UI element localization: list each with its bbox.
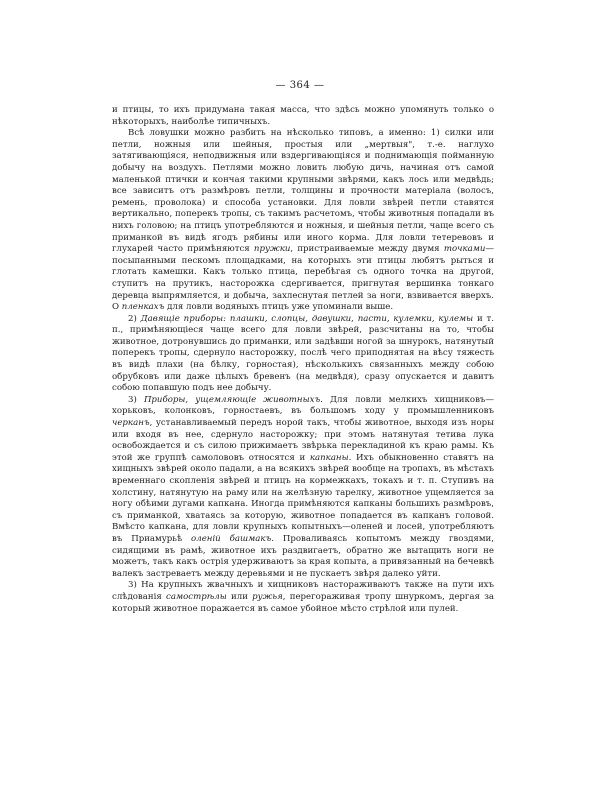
text-run: и т. п., примѣняющіеся чаще всего для ловли звѣрей, разсчитаны на то, чтобы животное, дотронувшись до приманки, или задѣвши ногой за шнурокъ, натянутый поперекъ тропы, сдернуло насторожку, послѣ чего приподнятая на вѣсу тяжесть въ видѣ плахи (на бѣлку, горностая), нѣсколькихъ связанныхъ между собою обрубковъ или даже цѣлыхъ бревенъ (на медвѣдя), сразу опускается и давитъ собою попавшую подъ нее добычу. [112,313,494,394]
text-run: для ловли водяныхъ птицъ уже упоминали выше. [164,302,394,313]
italic-term: черканъ [112,418,150,429]
text-run: . Проваливаясь копытомъ между гвоздями, сидящими въ рамѣ, животное ихъ раздвигаетъ, обратно же вытащить ноги не можетъ, такъ какъ острія удерживаютъ за края копыта, а привязанный на бечевкѣ валекъ застреваетъ между деревьями и не пускаетъ звѣря далеко уйти. [112,533,494,579]
page-number: — 364 — [275,80,325,91]
paragraph [112,580,494,615]
text-run: Всѣ ловушки можно разбить на нѣсколько типовъ, а именно: 1) силки или петли, ножныя или шейныя, простыя или „мертвыя", т.-е. наглухо затягивающіяся, неподвижныя или вздергивающіяся и поднимающія пойманную добычу на воздухъ. Петлями можно ловить любую дичь, начиная отъ самой маленькой птички и кончая такими крупными звѣрями, какъ лось или медвѣдь; все зависитъ отъ размѣровъ петли, толщины и прочности матеріала (волосъ, ремень, проволока) и способа установки. Для ловли звѣрей петли ставятся вертикально, поперекъ тропы, съ такимъ расчетомъ, чтобы животныя попадали въ нихъ головою; на птицъ употребляются и ножныя, и шейныя петли, чаще всего съ приманкой въ видѣ ягодъ рябины или иного корма. Для ловли тетеревовъ и глухарей часто примѣняются [112,128,494,255]
italic-term: оленій башмакъ [191,533,272,544]
text-run: . Ихъ обыкновенно ставятъ на хищныхъ звѣрей около падали, а на всякихъ звѣрей вообще на тропахъ, въ мѣстахъ временнаго скопленія звѣрей и птицъ на кормежкахъ, токахъ и т. п. Ступивъ на холстину, натянутую на раму или на желѣзную тарелку, животное ущемляется за ногу обѣими дугами капкана. Иногда примѣняются капканы большихъ размѣровъ, съ приманкой, хватаясь за которую, животное попадается въ капканъ головой. Вмѣсто капкана, для ловли крупныхъ копытныхъ—оленей и лосей, употребляютъ въ Приамурьѣ [112,452,494,544]
paragraph [112,395,494,581]
text-run: , перегораживая тропу шнуркомъ, дергая за который животное поражается въ самое убойное мѣсто стрѣлой или пулей. [112,591,495,614]
text-run: 2) [128,313,141,324]
text-run: или [226,591,253,602]
paragraph [112,128,494,314]
italic-term: пленкахъ [121,302,165,313]
text-run: —посыпанными пескомъ площадками, на которыхъ эти птицы любятъ рыться и глотать камешки. Какъ только птица, перебѣгая съ одного точка на другой, ступитъ на прутикъ, насторожка сдергивается, пригнутая вершинка тонкаго деревца выпрямляется, и добыча, захлеснутая петлей за ноги, взвивается вверхъ. О [112,244,494,313]
italic-term: ружья [252,591,283,602]
text-run: , пристраиваемые между двумя [290,244,444,255]
text-run: 3) На крупныхъ жвачныхъ и хищниковъ настораживаютъ также на пути ихъ слѣдованія [112,580,494,602]
text-run: 3) [128,394,144,405]
italic-term: самострѣлы [166,591,227,602]
text-run: и птицы, то ихъ придумана такая масса, что здѣсь можно упомянуть только о нѣкоторыхъ, наиболѣе типичныхъ. [112,105,494,127]
italic-term: Приборы, ущемляющіе животныхъ [143,394,321,405]
body-text [112,105,494,615]
italic-term: Давящіе приборы: плашки, слопцы, давушки, пасти, кулемки, кулемы [140,313,474,324]
italic-term: точками [443,244,486,255]
paragraph [112,314,494,395]
text-run: . Для ловли мелкихъ хищниковъ—хорьковъ, колонковъ, горностаевъ, въ большомъ ходу у промышленниковъ [112,394,494,417]
text-run: , устанавливаемый передъ норой такъ, чтобы животное, выходя изъ норы или входя въ нее, сдернуло насторожку; при этомъ натянутая тетива лука освобождается и съ силою прижимаетъ звѣрька перекладиной къ краю рамы. Къ этой же группѣ самолововъ относятся и [112,418,494,463]
italic-term: пружки [253,244,291,255]
paragraph [112,105,494,128]
italic-term: капканы [309,452,349,463]
